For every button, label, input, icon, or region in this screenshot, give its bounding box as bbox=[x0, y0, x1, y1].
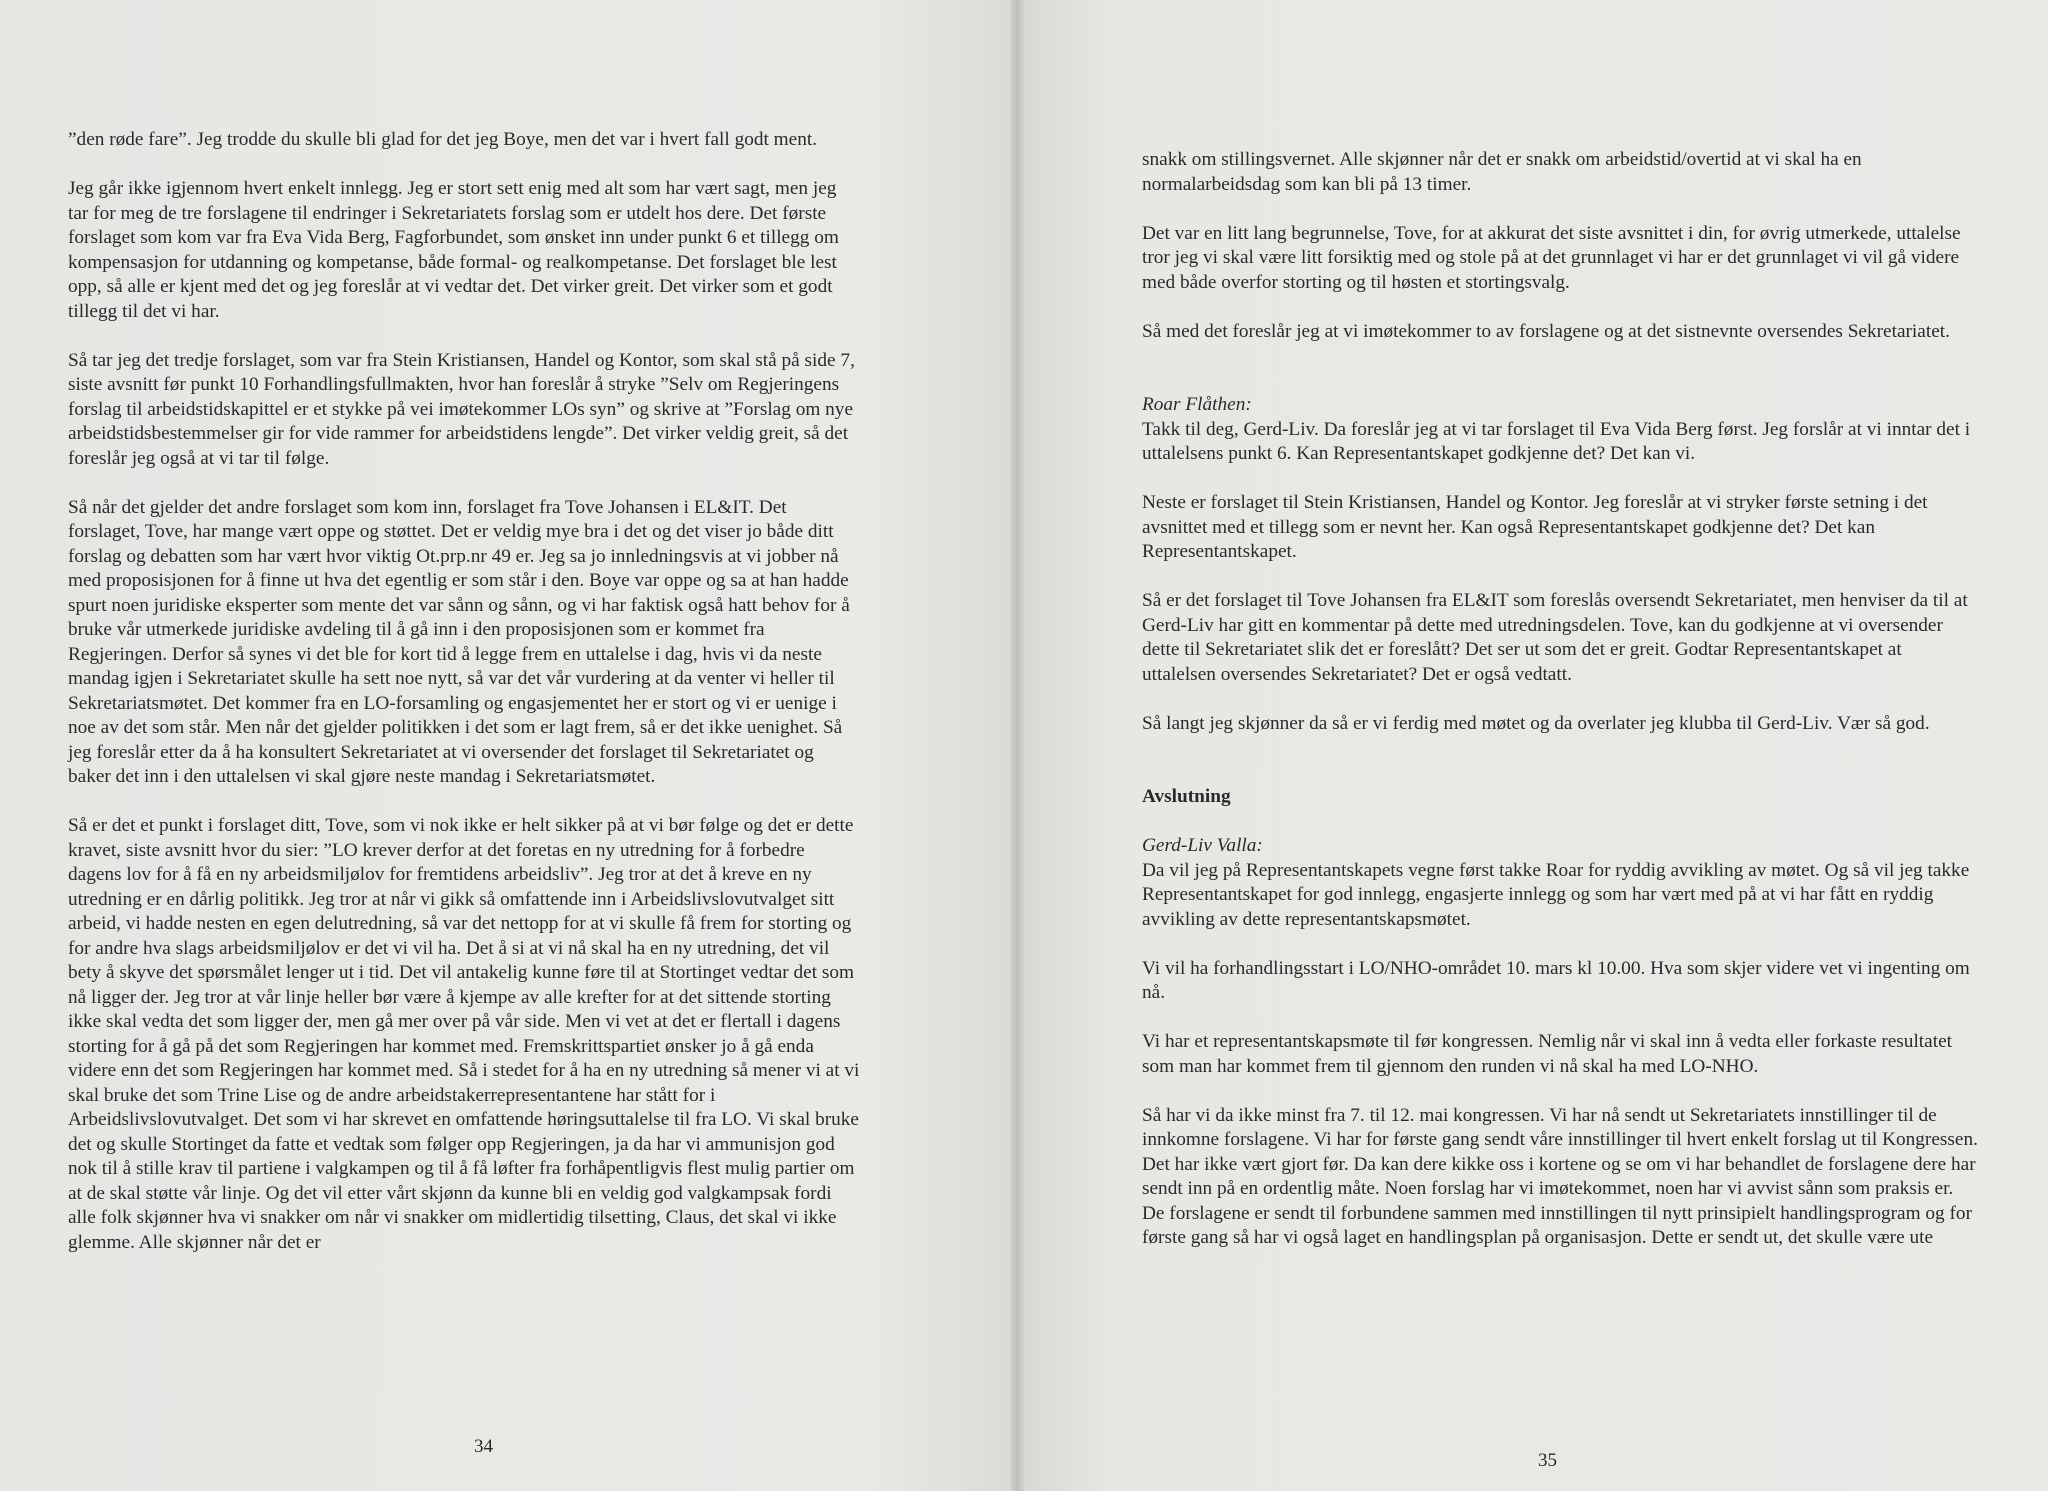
paragraph: Det var en litt lang begrunnelse, Tove, for at akkurat det siste avsnittet i din, for øvrig utmerkede, uttalelse tror jeg vi skal være litt forsiktig med og stole på at det grunnlaget vi har er det grunnlaget vi vil gå videre med både overfor storting og til høsten et stortingsvalg. bbox=[1142, 222, 1961, 293]
paragraph: Vi har et representantskapsmøte til før kongressen. Nemlig når vi skal inn å vedta eller forkaste resultatet som man har kommet frem til gjennom den runden vi nå skal ha med LO-NHO. bbox=[1142, 1031, 1952, 1077]
speaker-name: Roar Flåthen: bbox=[1142, 394, 1252, 415]
paragraph: ”den røde fare”. Jeg trodde du skulle bli glad for det jeg Boye, men det var i hvert fall godt ment. bbox=[68, 129, 818, 150]
paragraph: Vi vil ha forhandlingsstart i LO/NHO-området 10. mars kl 10.00. Hva som skjer videre vet vi ingenting om nå. bbox=[1142, 957, 1970, 1003]
paragraph: Så når det gjelder det andre forslaget som kom inn, forslaget fra Tove Johansen i EL&IT. Det forslaget, Tove, har mange vært oppe og støttet. Det er veldig mye bra i det og det viser jo både ditt forslag og debatten som har vært hvor viktig Ot.prp.nr 49 er. Jeg sa jo innledningsvis at vi jobber nå med proposisjonen for å finne ut hva det egentlig er som står i den. Boye var oppe og sa at han hadde spurt noen juridiske eksperter som mente det var sånn og sånn, og vi har faktisk også hatt behov for å bruke vår utmerkede juridiske avdeling til å gå inn i den proposisjonen som er kommet fra Regjeringen. Derfor så synes vi det ble for kort tid å legge frem en uttalelse i dag, hvis vi da neste mandag igjen i Sekretariatet skulle ha sett noe nytt, så var det vår vurdering at da venter vi heller til Sekretariatsmøtet. Det kommer fra en LO-forsamling og engasjementet her er stort og vi er uenige i noe av det som står. Men når det gjelder politikken i det som er lagt frem, så er det ikke uenighet. Så jeg foreslår etter da å ha konsultert Sekretariatet at vi oversender det forslaget til Sekretariatet og baker det inn i den uttalelsen vi skal gjøre neste mandag i Sekretariatsmøtet. bbox=[68, 496, 850, 787]
right-page bbox=[1016, 0, 2048, 1491]
paragraph: Så tar jeg det tredje forslaget, som var fra Stein Kristiansen, Handel og Kontor, som skal stå på side 7, siste avsnitt før punkt 10 Forhandlingsfullmakten, hvor han foreslår å stryke ”Selv om Regjeringens forslag til arbeidstidskapittel er et stykke på vei imøtekommer LOs syn” og skrive at ”Forslag om nye arbeidstidsbestemmelser gir for vide rammer for arbeidstidens lengde”. Det virker veldig greit, så det foreslår jeg også at vi tar til følge. bbox=[68, 349, 855, 469]
paragraph: Så med det foreslår jeg at vi imøtekommer to av forslagene og at det sistnevnte oversendes Sekretariatet. bbox=[1142, 320, 1950, 342]
left-page bbox=[0, 0, 1016, 1491]
book-gutter bbox=[1010, 0, 1024, 1491]
section-heading: Avslutning bbox=[1142, 786, 1231, 807]
speaker-name: Gerd-Liv Valla: bbox=[1142, 835, 1263, 856]
page-number-left: 34 bbox=[474, 1436, 493, 1457]
paragraph: Jeg går ikke igjennom hvert enkelt innlegg. Jeg er stort sett enig med alt som har vært sagt, men jeg tar for meg de tre forslagene til endringer i Sekretariatets forslag som er utdelt hos dere. Det første forslaget som kom var fra Eva Vida Berg, Fagforbundet, som ønsket inn under punkt 6 et tillegg om kompensasjon for utdanning og kompetanse, både formal- og realkompetanse. Det forslaget ble lest opp, så alle er kjent med det og jeg foreslår at vi vedtar det. Det virker greit. Det virker som et godt tillegg til det vi har. bbox=[68, 178, 839, 322]
paragraph: Da vil jeg på Representantskapets vegne først takke Roar for ryddig avvikling av møtet. Og så vil jeg takke Representantskapet for god innlegg, engasjerte innlegg og som har vært med på at vi har fått en ryddig avvikling av dette representantskapsmøtet. bbox=[1142, 859, 1970, 930]
paragraph: Så langt jeg skjønner da så er vi ferdig med møtet og da overlater jeg klubba til Gerd-Liv. Vær så god. bbox=[1142, 712, 1930, 734]
paragraph: Så er det forslaget til Tove Johansen fra EL&IT som foreslås oversendt Sekretariatet, men henviser da til at Gerd-Liv har gitt en kommentar på dette med utredningsdelen. Tove, kan du godkjenne at vi oversender dette til Sekretariatet slik det er foreslått? Det ser ut som det er greit. Godtar Representantskapet at uttalelsen oversendes Sekretariatet? Det er også vedtatt. bbox=[1142, 590, 1968, 685]
left-page-body bbox=[68, 128, 860, 1280]
page-number-right: 35 bbox=[1538, 1450, 1557, 1471]
right-page-body bbox=[1142, 148, 1980, 1275]
paragraph: Så er det et punkt i forslaget ditt, Tove, som vi nok ikke er helt sikker på at vi bør følge og det er dette kravet, siste avsnitt hvor du sier: ”LO krever derfor at det foretas en ny utredning for å forbedre dagens lov for å få en ny arbeidsmiljølov for fremtidens arbeidsliv”. Jeg tror at det å kreve en ny utredning er en dårlig politikk. Jeg tror at når vi gikk så omfattende inn i Arbeidslivslovutvalget sitt arbeid, vi hadde nesten en egen delutredning, så var det nettopp for at vi skulle få frem for storting og for andre hva slags arbeidsmiljølov er det vi vil ha. Det å si at vi nå skal ha en ny utredning, det vil bety å skyve det spørsmålet lenger ut i tid. Det vil antakelig kunne føre til at Stortinget vedtar det som nå ligger der. Jeg tror at vår linje heller bør være å kjempe av alle krefter for at det sittende storting ikke skal vedta det som ligger der, men gå mer over på vår side. Men vi vet at det er flertall i dagens storting for å gå på det som Regjeringen har kommet med. Fremskrittspartiet ønsker jo å gå enda videre enn det som Regjeringen har kommet med. Så i stedet for å ha en ny utredning så mener vi at vi skal bruke det som Trine Lise og de andre arbeidstakerrepresentantene har stått for i Arbeidslivslovutvalget. Det som vi har skrevet en omfattende høringsuttalelse til fra LO. Vi skal bruke det og skulle Stortinget da fatte et vedtak som følger opp Regjeringen, ja da har vi ammunisjon god nok til å stille krav til partiene i valgkampen og til å få løfter fra forhåpentligvis flest mulig partier om at de skal støtte vår linje. Og det vil etter vårt skjønn da kunne bli en veldig god valgkampsak fordi alle folk skjønner hva vi snakker om når vi snakker om midlertidig tilsetting, Claus, det skal vi ikke glemme. Alle skjønner når det er bbox=[68, 815, 860, 1253]
paragraph: snakk om stillingsvernet. Alle skjønner når det er snakk om arbeidstid/overtid at vi skal ha en normalarbeidsdag som kan bli på 13 timer. bbox=[1142, 149, 1862, 195]
paragraph: Så har vi da ikke minst fra 7. til 12. mai kongressen. Vi har nå sendt ut Sekretariatets innstillinger til de innkomne forslagene. Vi har for første gang sendt våre innstillinger til hvert enkelt forslag ut til Kongressen. Det har ikke vært gjort før. Da kan dere kikke oss i kortene og se om vi har behandlet de forslagene dere har sendt inn på en ordentlig måte. Noen forslag har vi imøtekommet, noen har vi avvist sånn som praksis er. De forslagene er sendt til forbundene sammen med innstillingen til nytt prinsipielt handlingsprogram og for første gang så har vi også laget en handlingsplan på organisasjon. Dette er sendt ut, det skulle være ute bbox=[1142, 1104, 1978, 1248]
paragraph: Takk til deg, Gerd-Liv. Da foreslår jeg at vi tar forslaget til Eva Vida Berg først. Jeg forslår at vi inntar det i uttalelsens punkt 6. Kan Representantskapet godkjenne det? Det kan vi. bbox=[1142, 418, 1971, 464]
paragraph: Neste er forslaget til Stein Kristiansen, Handel og Kontor. Jeg foreslår at vi stryker første setning i det avsnittet med et tillegg som er nevnt her. Kan også Representantskapet godkjenne det? Det kan Representantskapet. bbox=[1142, 492, 1928, 562]
